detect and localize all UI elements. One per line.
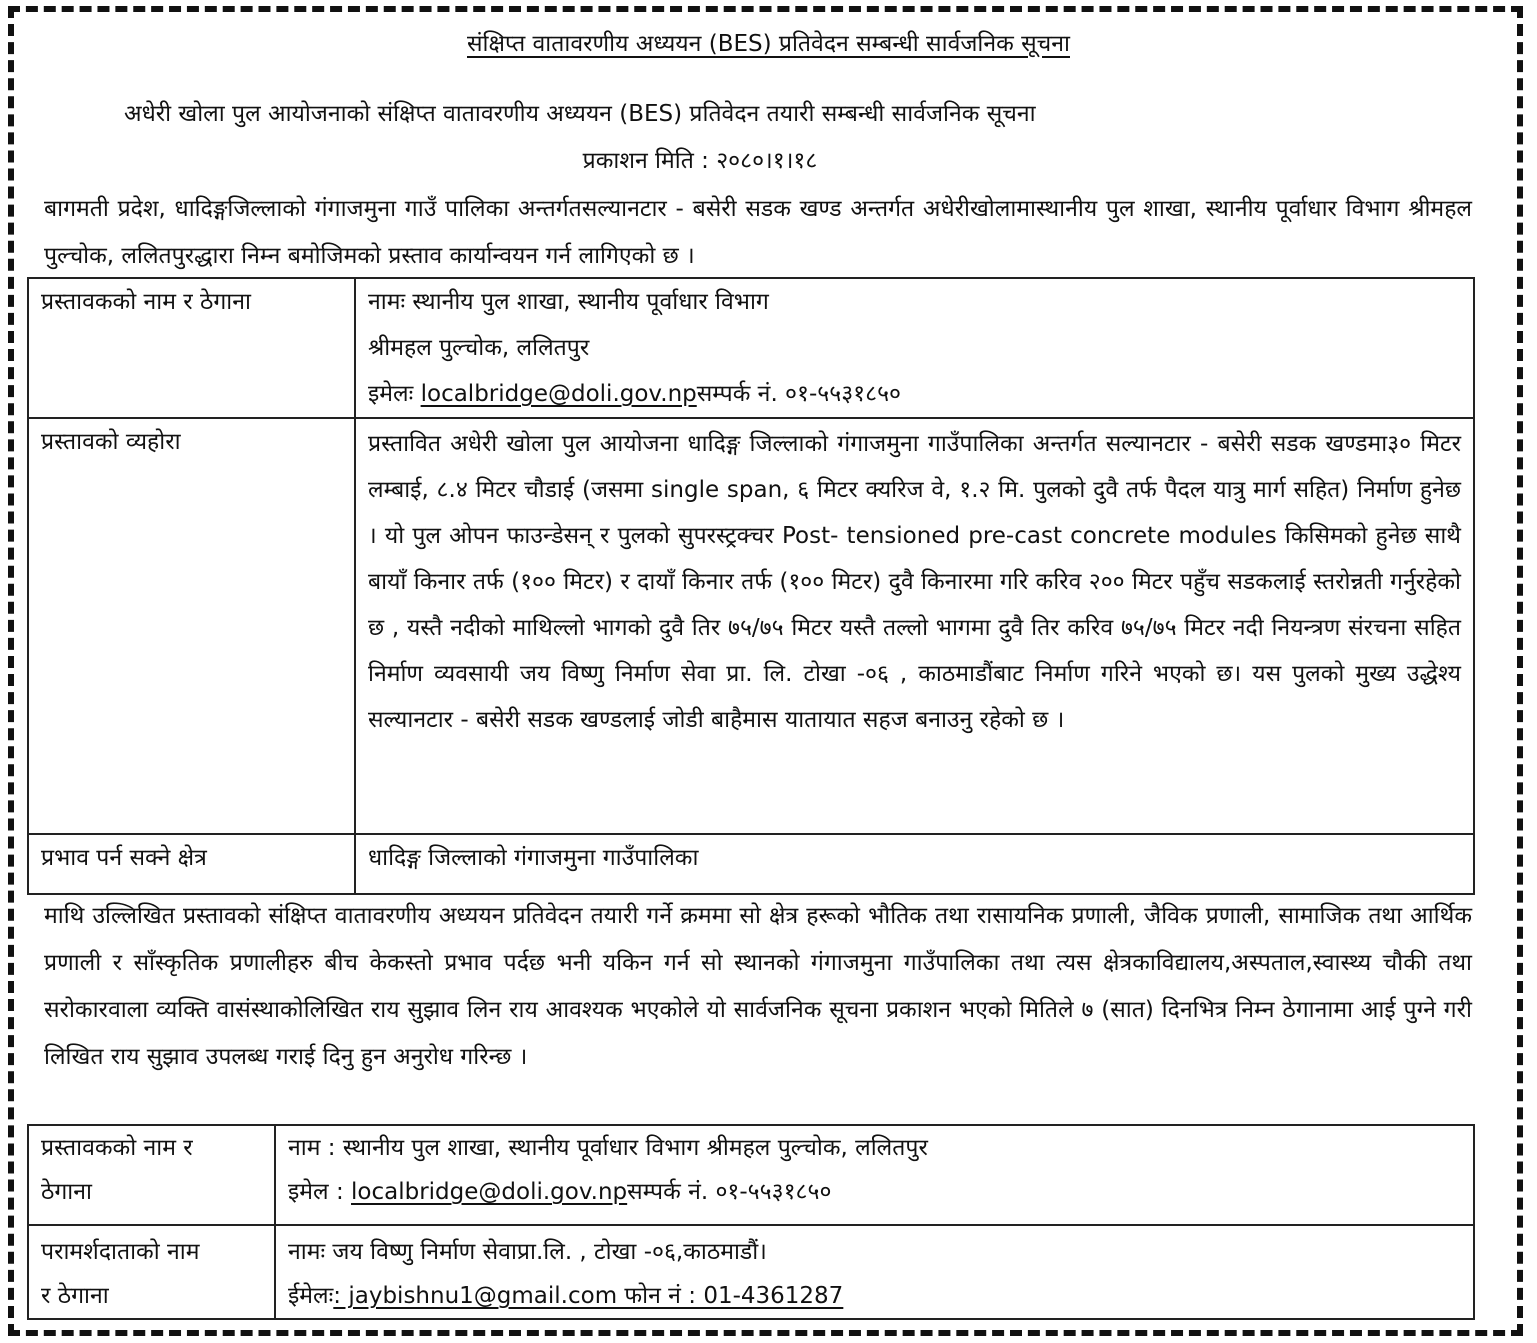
label-line: परामर्शदाताको नाम (41, 1239, 200, 1265)
label-line: र ठेगाना (41, 1283, 109, 1309)
consultant-email-phone[interactable]: : jaybishnu1@gmail.com फोन नं : 01-4361287 (333, 1283, 844, 1309)
contact-proponent-details (275, 1125, 1474, 1225)
notice-title: संक्षिप्त वातावरणीय अध्ययन (BES) प्रतिवेदन सम्बन्धी सार्वजनिक सूचना (467, 31, 1070, 57)
proposal-description-text: प्रस्तावित अधेरी खोला पुल आयोजना धादिङ्ग जिल्लाको गंगाजमुना गाउँपालिका अन्तर्गत सल्यानटार - बसेरी सडक खण्डमा३० मिटर लम्बाई, ८.४ मिटर चौडाई (जसमा single span, ६ मिटर क्यरिज वे, १.२ मि. पुलको दुवै तर्फ पैदल यात्रु मार्ग सहित) निर्माण हुनेछ । यो पुल ओपन फाउन्डेसन् र पुलको सुपरस्ट्रक्चर Post- tensioned pre-cast concrete modules किसिमको हुनेछ साथै बायाँ किनार तर्फ (१०० मिटर) र दायाँ किनार तर्फ (१०० मिटर) दुवै किनारमा गरि करिव २०० मिटर पहुँच सडकलाई स्तरोन्नती गर्नुरहेको छ , यस्तै नदीको माथिल्लो भागको दुवै तिर ७५/७५ मिटर यस्तै तल्लो भागमा दुवै तिर करिव ७५/७५ मिटर नदी नियन्त्रण संरचना सहित निर्माण व्यवसायी जय विष्णु निर्माण सेवा प्रा. लि. टोखा -०६ , काठमाडौंबाट निर्माण गरिने भएको छ। यस पुलको मुख्य उद्धेश्य सल्यानटार - बसेरी सडक खण्डलाई जोडी बाहैमास यातायात सहज बनाउनु रहेको छ । (368, 431, 1461, 733)
contact-proponent-label (28, 1125, 275, 1225)
intro-paragraph: बागमती प्रदेश, धादिङ्गजिल्लाको गंगाजमुना गाउँ पालिका अन्तर्गतसल्यानटार - बसेरी सडक खण्ड अन्तर्गत अधेरीखोलामास्थानीय पुल शाखा, स्थानीय पूर्वाधार विभाग श्रीमहल पुल्चोक, ललितपुरद्धारा निम्न बमोजिमको प्रस्ताव कार्यान्वयन गर्न लागिएको छ । (44, 196, 1472, 269)
proponent-email-line (368, 371, 1461, 417)
consultant-details (275, 1225, 1474, 1319)
email-label: ईमेलः (288, 1283, 334, 1309)
contact-proponent-email-line (288, 1170, 1461, 1214)
contact-proponent-name: नाम : स्थानीय पुल शाखा, स्थानीय पूर्वाधार विभाग श्रीमहल पुल्चोक, ललितपुर (288, 1135, 928, 1161)
contact-table (27, 1124, 1475, 1320)
label-line: ठेगाना (41, 1179, 92, 1205)
proponent-address: श्रीमहल पुल्चोक, ललितपुर (368, 335, 590, 361)
label-line: प्रस्तावकको नाम र (41, 1135, 193, 1161)
request-paragraph: माथि उल्लिखित प्रस्तावको संक्षिप्त वातावरणीय अध्ययन प्रतिवेदन तयारी गर्ने क्रममा सो क्षेत्र हरूको भौतिक तथा रासायनिक प्रणाली, जैविक प्रणाली, सामाजिक तथा आर्थिक प्रणाली र साँस्कृतिक प्रणालीहरु बीच केकस्तो प्रभाव पर्दछ भनी यकिन गर्न सो स्थानको गंगाजमुना गाउँपालिका तथा त्यस क्षेत्रकाविद्यालय,अस्पताल,स्वास्थ्य चौकी तथा सरोकारवाला व्यक्ति वासंस्थाकोलिखित राय सुझाव लिन राय आवश्यक भएकोले यो सार्वजनिक सूचना प्रकाशन भएको मितिले ७ (सात) दिनभित्र निम्न ठेगानामा आई पुग्ने गरी लिखित राय सुझाव उपलब्ध गराई दिनु हुन अनुरोध गरिन्छ । (44, 903, 1472, 1070)
proponent-details (355, 278, 1474, 418)
proposal-description-cell (355, 418, 1474, 834)
email-label: इमेलः (368, 381, 421, 407)
notice-subtitle: अधेरी खोला पुल आयोजनाको संक्षिप्त वातावरणीय अध्ययन (BES) प्रतिवेदन तयारी सम्बन्धी सार्वजनिक सूचना (124, 101, 1036, 127)
consultant-name: नामः जय विष्णु निर्माण सेवाप्रा.लि. , टोखा -०६,काठमाडौं। (288, 1239, 767, 1265)
affected-area-value: धादिङ्ग जिल्लाको गंगाजमुना गाउँपालिका (355, 834, 1474, 894)
proponent-email-link[interactable]: localbridge@doli.gov.np (420, 381, 697, 407)
proposal-description-label: प्रस्तावको व्यहोरा (28, 418, 355, 834)
contact-proponent-row (28, 1125, 1474, 1225)
proposal-table (27, 277, 1475, 895)
proponent-contact: सम्पर्क नं. ०१-५५३१८५० (696, 381, 902, 407)
proponent-label: प्रस्तावकको नाम र ठेगाना (28, 278, 355, 418)
contact-proponent-contact: सम्पर्क नं. ०१-५५३१८५० (627, 1179, 832, 1205)
consultant-row (28, 1225, 1474, 1319)
email-label: इमेल : (288, 1179, 352, 1205)
consultant-label (28, 1225, 275, 1319)
contact-proponent-email-link[interactable]: localbridge@doli.gov.np (351, 1179, 628, 1205)
affected-area-label: प्रभाव पर्न सक्ने क्षेत्र (28, 834, 355, 894)
proponent-row (28, 278, 1474, 418)
proposal-description-row (28, 418, 1474, 834)
consultant-email-line (288, 1274, 1461, 1318)
publish-date: प्रकाशन मिति : २०८०।१।१८ (582, 148, 818, 174)
affected-area-row (28, 834, 1474, 894)
proponent-name: नामः स्थानीय पुल शाखा, स्थानीय पूर्वाधार विभाग (368, 289, 769, 315)
